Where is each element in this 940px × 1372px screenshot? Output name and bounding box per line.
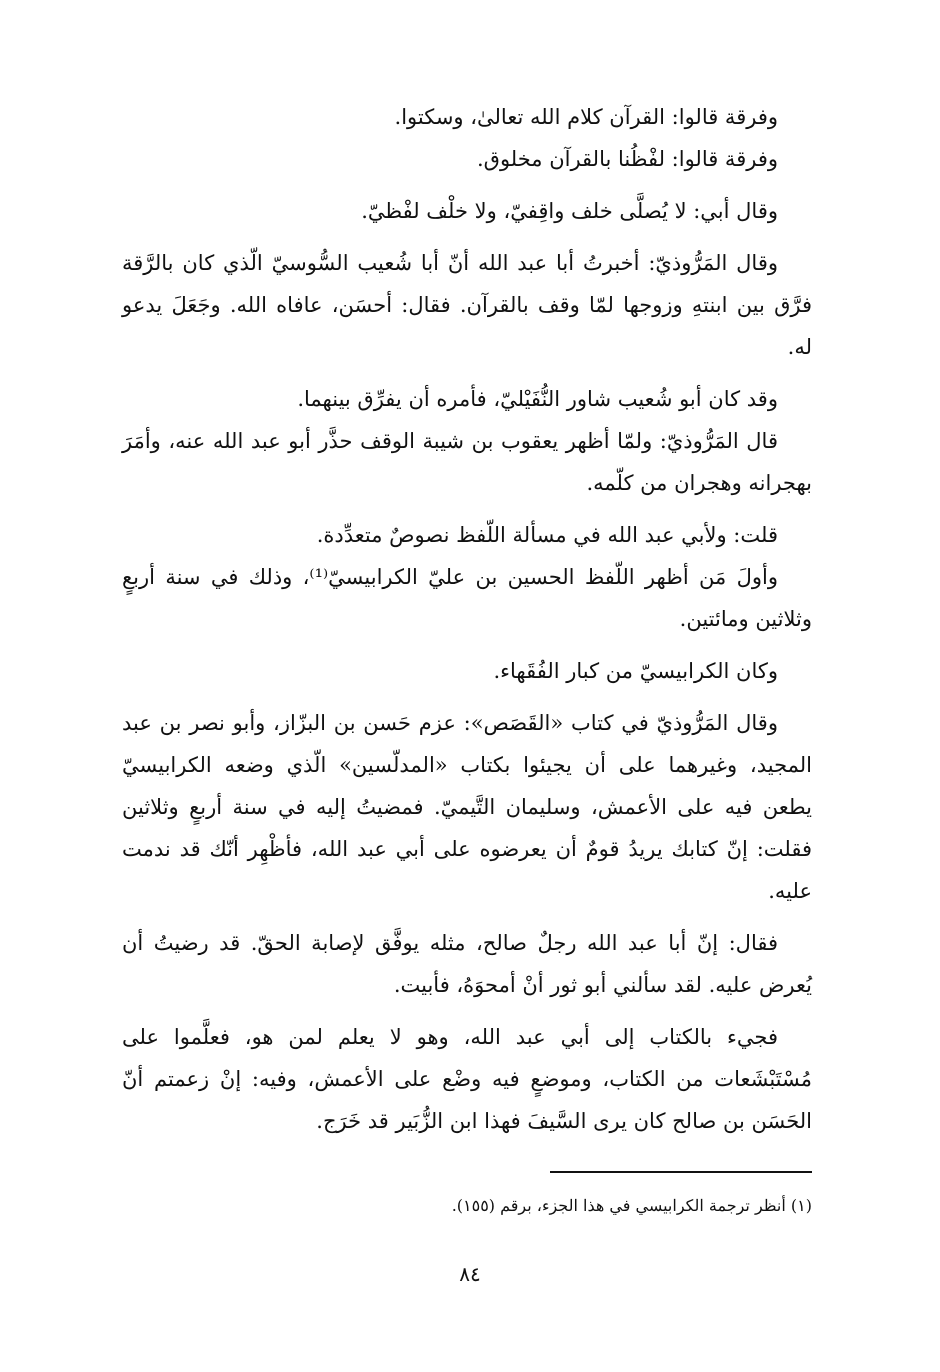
paragraph-9: وكان الكرابيسيّ من كبار الفُقَهاء. [493,659,778,683]
paragraph-12: فجيء بالكتاب إلى أبي عبد الله، وهو لا يعلم لمن هو، فعلَّموا على مُسْتَبْشَعات من الكتاب، وموضعٍ فيه وضْع على الأعمش، وفيه: إنْ زعمتم أنّ الحَسَن بن صالح كان يرى السَّيفَ فهذا ابن الزُّبَير قد خَرَج. [122,1025,812,1133]
page-number: ٨٤ [459,1262,481,1286]
paragraph-8: وأولَ مَن أظهر اللّفظ الحسين بن عليّ الكرابيسيّ⁽¹⁾، وذلك في سنة أربعٍ وثلاثين ومائتين. [122,565,812,631]
paragraph-6: قال المَرُّوذيّ: ولمّا أظهر يعقوب بن شيبة الوقف حذَّر أبو عبد الله عنه، وأمَرَ بهجرانه وهجران من كلّمه. [122,429,812,495]
paragraph-1: وفرقة قالوا: القرآن كلام الله تعالىٰ، وسكتوا. [394,105,778,129]
main-text [122,96,812,1142]
paragraph-3: وقال أبي: لا يُصلَّى خلف واقِفيّ، ولا خلْف لفْظيّ. [361,199,778,223]
paragraph-4: وقال المَرُّوذيّ: أخبرتُ أبا عبد الله أنّ أبا شُعيب السُّوسيّ الّذي كان بالرَّقة فرَّق بين ابنتهِ وزوجها لمّا وقف بالقرآن. فقال: أحسَن، عافاه الله. وجَعَلَ يدعو له. [122,251,812,359]
footnote: (١) أنظر ترجمة الكرابيسي في هذا الجزء، برقم (١٥٥). [451,1196,812,1215]
paragraph-11: فقال: إنّ أبا عبد الله رجلٌ صالح، مثله يوفَّق لإصابة الحقّ. قد رضيتُ أن يُعرض عليه. لقد سألني أبو ثور أنْ أمحوَهُ، فأبيت. [122,931,812,997]
paragraph-10: وقال المَرُّوذيّ في كتاب «القَصَص»: عزم حَسن بن البزّاز، وأبو نصر بن عبد المجيد، وغيرهما على أن يجيئوا بكتاب «المدلّسين» الّذي وضعه الكرابيسيّ يطعن فيه على الأعمش، وسليمان التَّيميّ. فمضيتُ إليه في سنة أربعٍ وثلاثين فقلت: إنّ كتابك يريدُ قومٌ أن يعرضوه على أبي عبد الله، فأظْهِر أنّك قد ندمت عليه. [122,711,812,903]
footnote-divider [550,1171,812,1173]
paragraph-5: وقد كان أبو شُعيب شاور النُّفَيْليّ، فأمره أن يفرِّق بينهما. [297,387,778,411]
paragraph-7: قلت: ولأبي عبد الله في مسألة اللّفظ نصوصٌ متعدِّدة. [316,523,778,547]
paragraph-2: وفرقة قالوا: لفْظُنا بالقرآن مخلوق. [476,147,778,171]
